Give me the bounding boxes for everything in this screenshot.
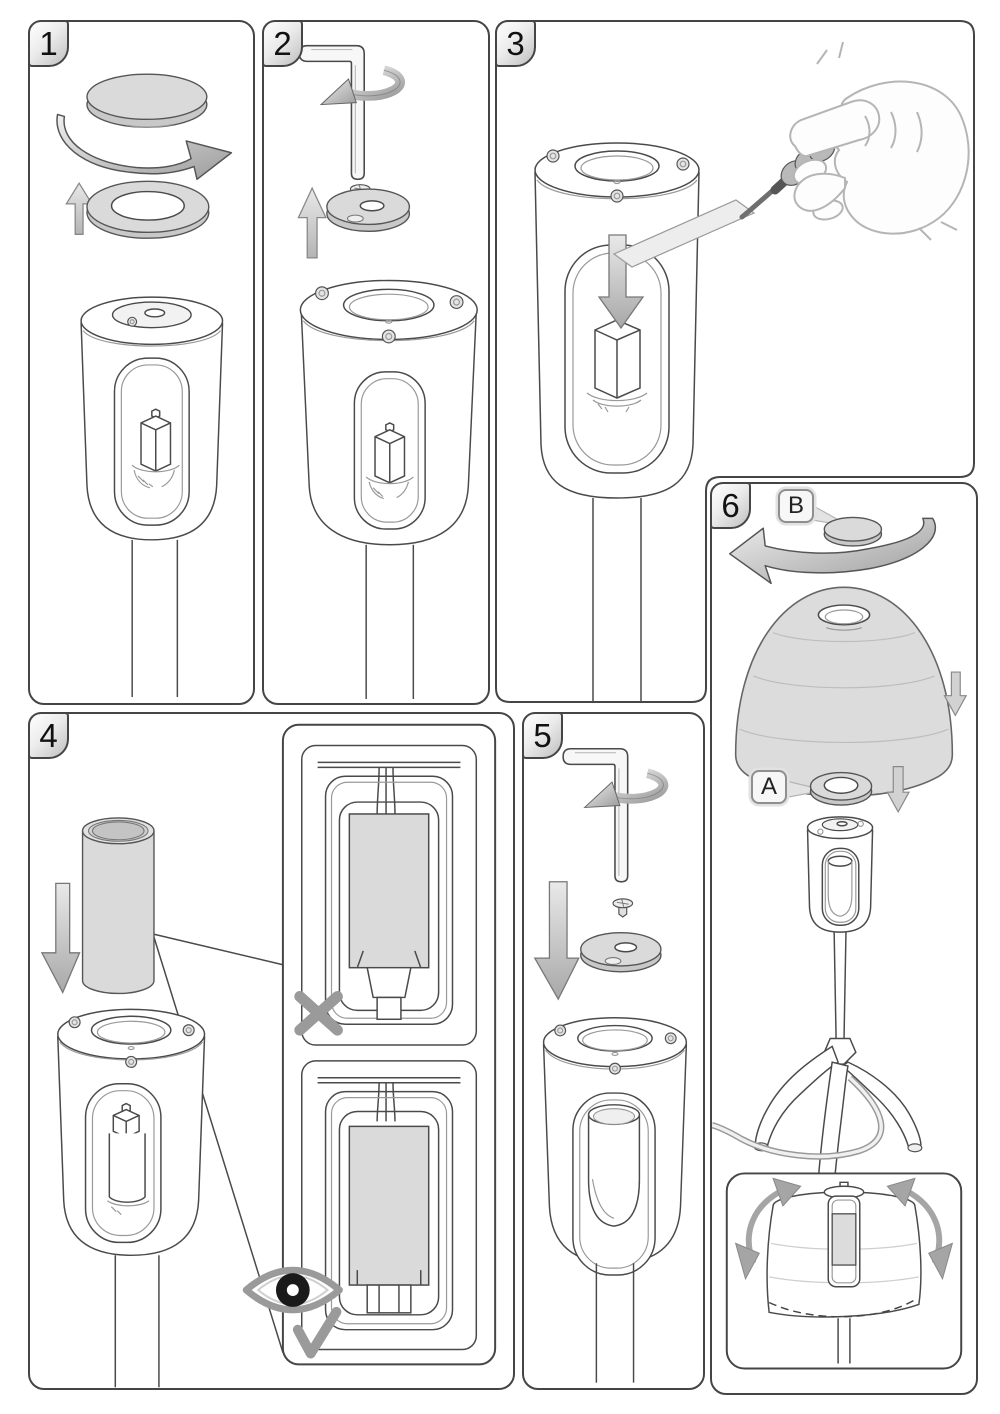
- step-5-illustration: [524, 714, 703, 1388]
- battery: [349, 814, 428, 968]
- step-panel-1: [28, 20, 255, 705]
- step-number-6: 6: [710, 482, 751, 529]
- battery-tube: [83, 818, 154, 994]
- step-2-illustration: [264, 22, 488, 703]
- battery: [832, 1214, 856, 1265]
- detail-view-wrong: [300, 746, 477, 1046]
- battery: [349, 1126, 428, 1285]
- part-label-a: A: [751, 770, 787, 804]
- step-6-illustration: [712, 484, 976, 1393]
- tilt-adjust-inset: [727, 1173, 961, 1368]
- washer-ring-a: [811, 773, 872, 806]
- step-number-2: 2: [262, 20, 303, 67]
- screw-icon: [613, 899, 633, 917]
- arrow-down-icon: [42, 883, 80, 992]
- step-1-illustration: [30, 22, 253, 703]
- finial-disc-b: [824, 517, 881, 546]
- pole: [132, 540, 177, 697]
- hex-key-icon: [299, 46, 364, 180]
- step-panel-6: [710, 482, 978, 1395]
- arrow-up-icon: [298, 188, 326, 258]
- cover-disc: [581, 933, 661, 972]
- top-cap-disc: [87, 74, 207, 127]
- pole: [115, 1255, 159, 1387]
- step-number-4: 4: [28, 712, 69, 759]
- step-4-illustration: [30, 714, 513, 1388]
- lamp-head: [58, 1009, 205, 1387]
- inspect-eye-icon: [246, 1270, 339, 1310]
- pole: [366, 545, 413, 699]
- detail-view-correct: [246, 1061, 476, 1354]
- pole: [596, 1263, 633, 1382]
- lamp-head: [544, 1018, 687, 1383]
- arrow-down-icon: [535, 882, 579, 999]
- step-number-5: 5: [522, 712, 563, 759]
- lamp-head: [300, 280, 477, 699]
- battery-socket: [587, 320, 647, 412]
- step-panel-2: [262, 20, 490, 705]
- step-panel-5: [522, 712, 705, 1390]
- step-number-3: 3: [495, 20, 536, 67]
- shade-dome: [736, 587, 953, 796]
- pole: [834, 932, 846, 1040]
- trim-ring: [87, 181, 209, 238]
- step-number-1: 1: [28, 20, 69, 67]
- lamp-head: [81, 297, 222, 697]
- cover-disc: [327, 189, 410, 231]
- step-panel-4: [28, 712, 515, 1390]
- part-label-b: B: [778, 489, 814, 523]
- hex-key-icon: [563, 749, 628, 882]
